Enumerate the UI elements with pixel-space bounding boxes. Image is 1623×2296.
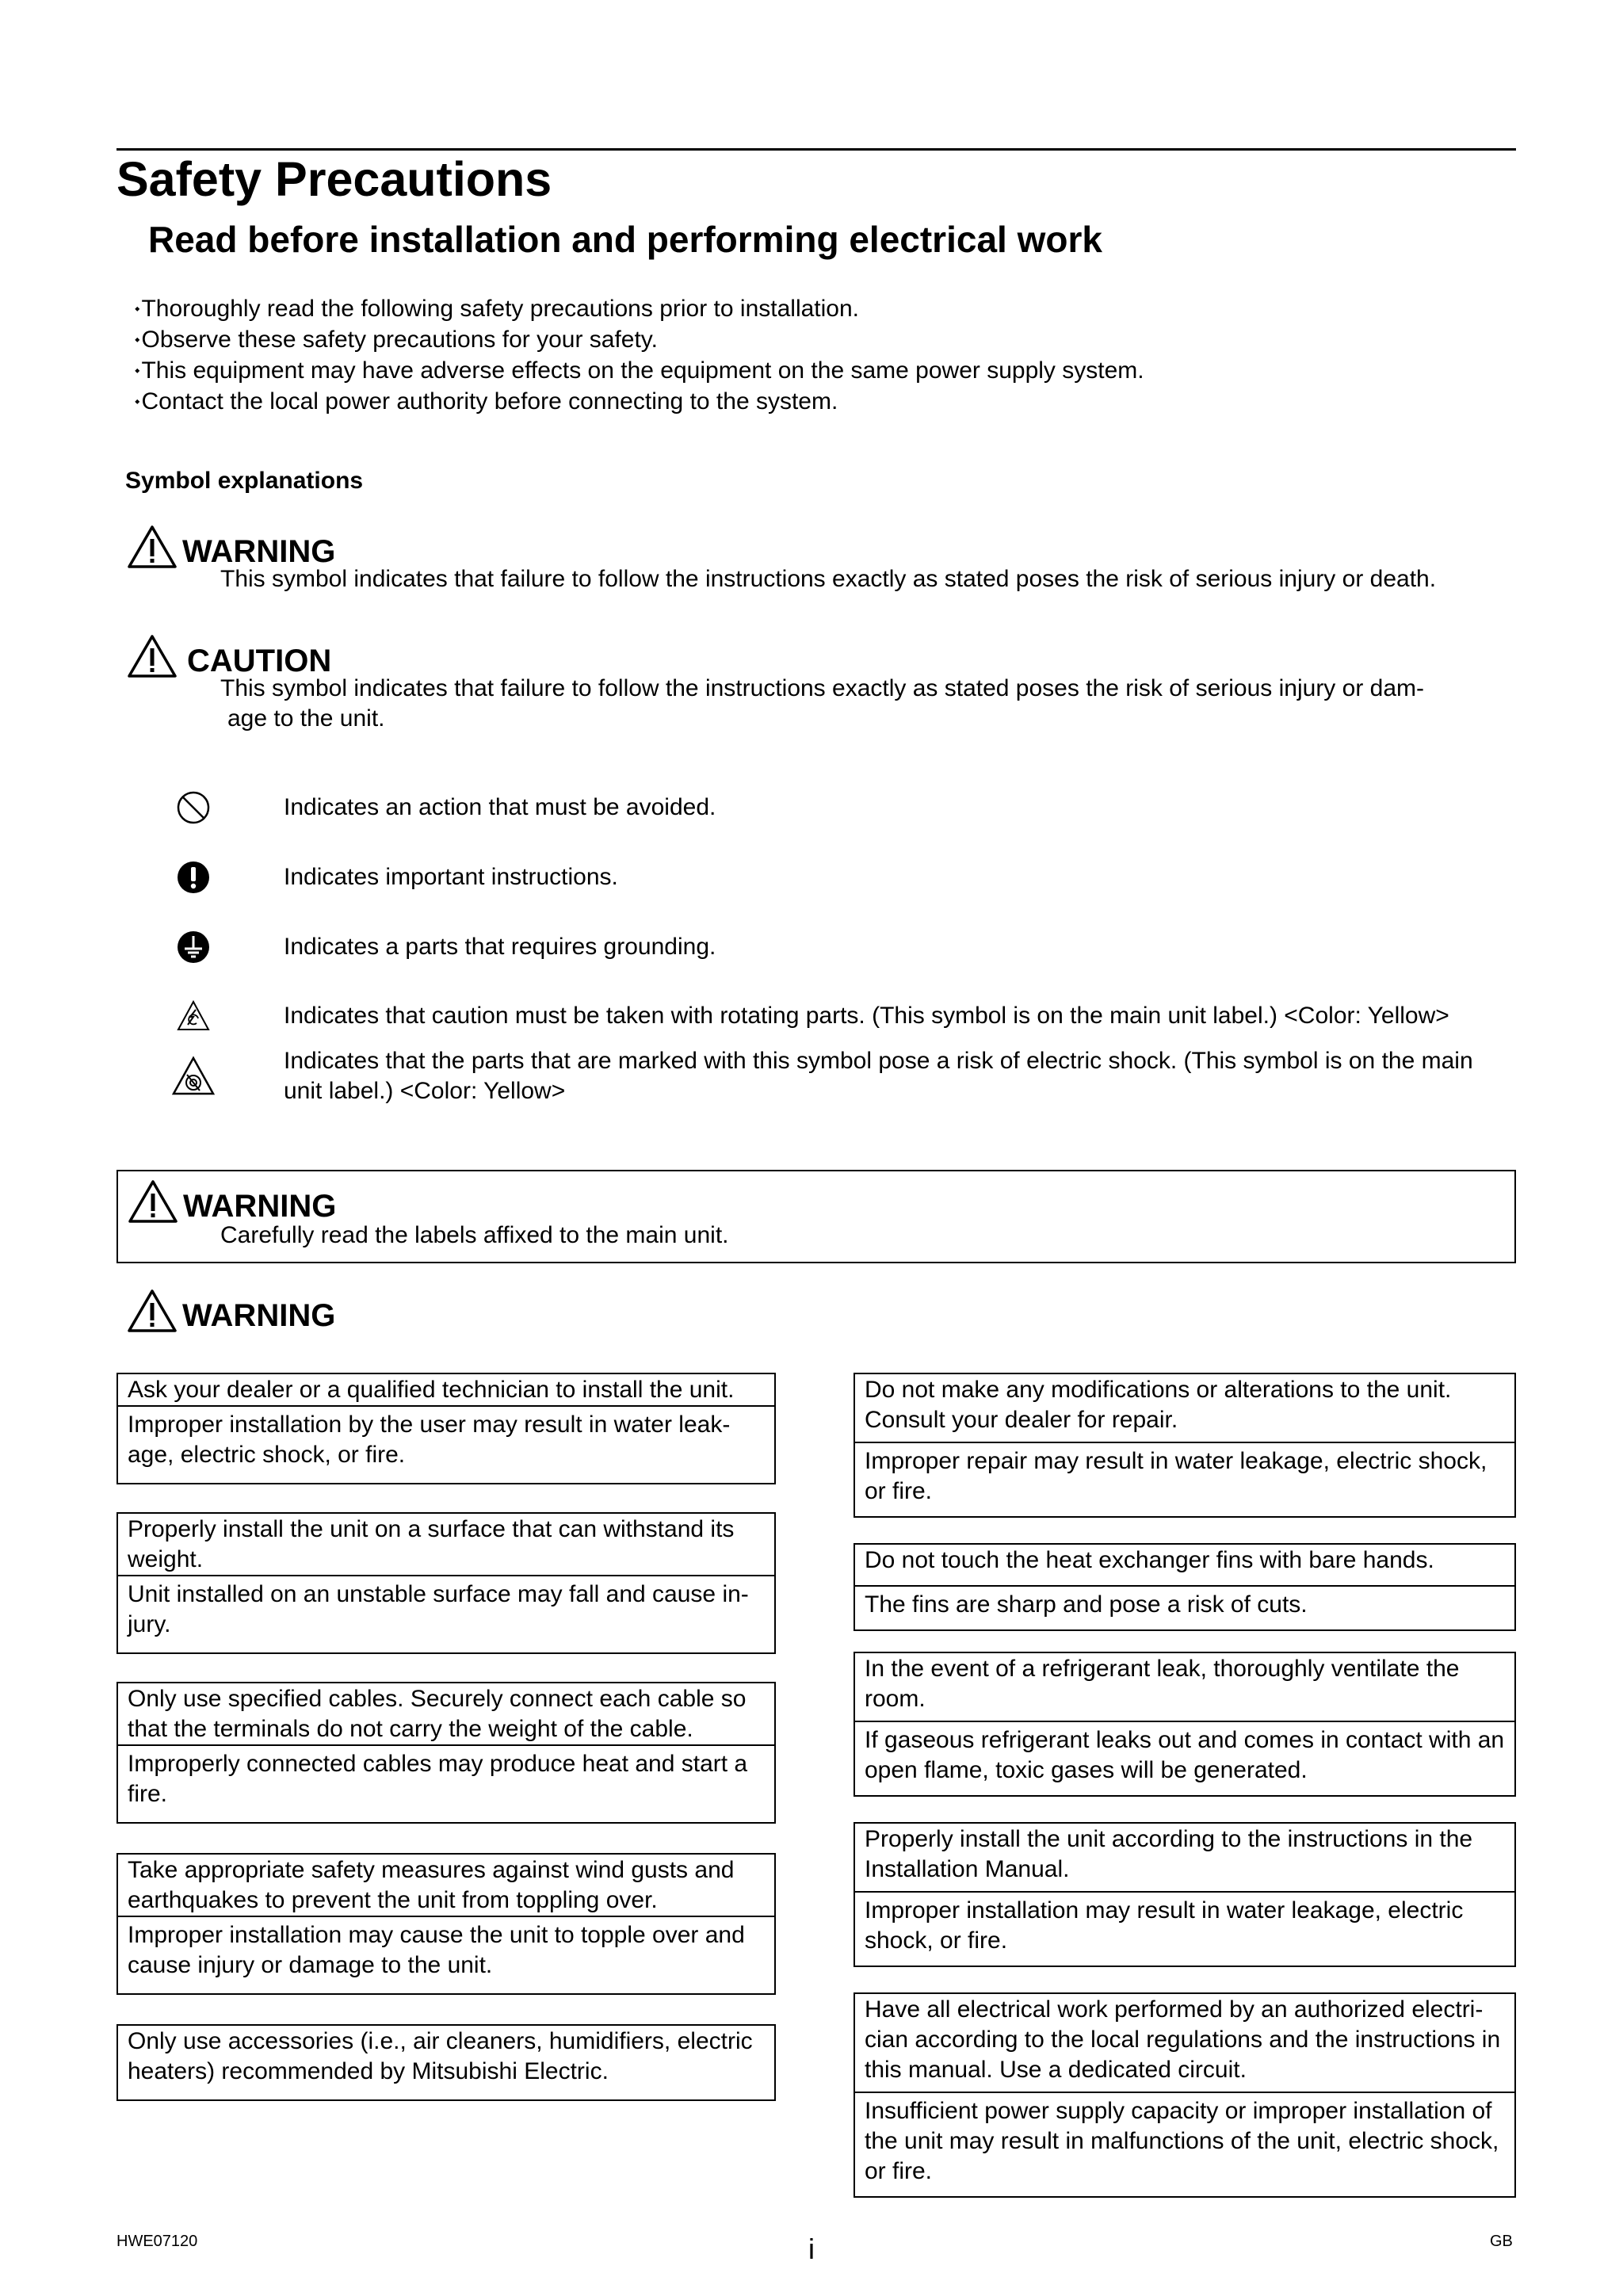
warning-card [854,1822,1516,1967]
bullet-glyph: ⬩ [135,331,140,347]
card-instruction: Properly install the unit according to the instructions in the Installation Manual. [865,1826,1473,1882]
warning-card [116,1512,776,1654]
card-instruction: Only use specified cables. Securely connect each cable so that the terminals do not carry the weight of the cable. [128,1686,747,1742]
list-item: ⬩Thoroughly read the following safety precautions prior to installation. [135,296,859,322]
card-instruction: Only use accessories (i.e., air cleaners, humidifiers, electric heaters) recommended by Mitsubishi Electric. [128,2028,753,2084]
symbol-row-prohibition [170,790,1518,825]
card-instruction: Properly install the unit on a surface that can withstand its weight. [128,1516,735,1572]
card-consequence: Insufficient power supply capacity or improper installation of the unit may result in malfunctions of the unit, electric shock, or fire. [855,2092,1514,2196]
symbol-row-important [170,860,1518,895]
symbol-row-rotating [170,999,1518,1033]
warning-triangle-icon [127,1289,178,1333]
footer-doc-code: HWE07120 [116,2233,198,2250]
warning-card [116,1682,776,1824]
card-instruction: Ask your dealer or a qualified technician to install the unit. [128,1377,735,1403]
card-instruction: Have all electrical work performed by an authorized electri-cian according to the local regulations and the instructions in this manual. Use a dedicated circuit. [865,1996,1501,2083]
card-instruction: Take appropriate safety measures against wind gusts and earthquakes to prevent the unit from toppling over. [128,1857,735,1913]
caution-triangle-icon [127,634,178,678]
card-instruction: Do not touch the heat exchanger fins with bare hands. [865,1547,1434,1573]
caution-signal [127,634,331,678]
caution-description-line2: age to the unit. [227,705,385,732]
bullet-glyph: ⬩ [135,362,140,378]
warning-card [854,1992,1516,2198]
symbol-description: Indicates a parts that requires grounding. [284,934,716,960]
symbol-description: Indicates that caution must be taken with rotating parts. (This symbol is on the main unit label.) <Color: Yellow> [284,1003,1449,1029]
exclamation-icon [176,860,211,895]
list-item: ⬩This equipment may have adverse effects on the equipment on the same power supply system. [135,357,1144,384]
warning-card [116,2024,776,2101]
rotating-parts-icon [176,999,211,1033]
warning-triangle-icon [128,1179,178,1224]
warning-word: WARNING [182,534,336,569]
card-instruction: In the event of a refrigerant leak, thoroughly ventilate the room. [865,1656,1460,1712]
symbol-row-electric-shock [170,1046,1518,1106]
card-consequence: The fins are sharp and pose a risk of cuts. [855,1585,1514,1629]
symbol-description: Indicates that the parts that are marked with this symbol pose a risk of electric shock. (This symbol is on the main unit label.) <Color: Yellow> [284,1048,1473,1104]
symbol-description: Indicates important instructions. [284,864,618,890]
card-consequence: If gaseous refrigerant leaks out and comes in contact with an open flame, toxic gases will be generated. [855,1721,1514,1795]
warning-triangle-icon [127,525,178,569]
card-instruction: Do not make any modifications or alterations to the unit. Consult your dealer for repair. [865,1377,1452,1433]
intro-bullet-list [135,293,1482,417]
label-warning-signal [128,1179,336,1224]
warning-section-heading [127,1289,335,1333]
ground-icon [176,930,211,965]
caution-word: CAUTION [187,644,332,678]
warning-section-word: WARNING [182,1298,336,1333]
warning-card [854,1373,1516,1518]
bullet-glyph: ⬩ [135,393,140,409]
warning-card [854,1652,1516,1797]
card-consequence: Unit installed on an unstable surface may fall and cause in-jury. [118,1575,774,1652]
page-title: Safety Precautions [116,152,552,206]
card-consequence: Improper installation may result in water leakage, electric shock, or fire. [855,1891,1514,1966]
caution-description-line1: This symbol indicates that failure to follow the instructions exactly as stated poses the risk of serious injury or dam- [220,675,1424,701]
label-warning-text: Carefully read the labels affixed to the main unit. [220,1222,729,1248]
card-consequence: Improper installation may cause the unit to topple over and cause injury or damage to the unit. [118,1916,774,1993]
label-warning-word: WARNING [183,1189,337,1224]
footer-page-number: i [808,2233,815,2265]
symbol-explanations-heading: Symbol explanations [125,468,364,494]
warning-description: This symbol indicates that failure to follow the instructions exactly as stated poses the risk of serious injury or death. [220,566,1437,592]
symbol-row-ground [170,930,1518,965]
warning-card [116,1853,776,1995]
warning-card [116,1373,776,1484]
symbol-description: Indicates an action that must be avoided. [284,794,716,820]
card-consequence: Improper installation by the user may result in water leak-age, electric shock, or fire. [118,1405,774,1483]
electric-shock-icon [171,1056,216,1097]
list-item: ⬩Contact the local power authority before connecting to the system. [135,388,838,415]
footer-region: GB [1490,2233,1513,2250]
bullet-glyph: ⬩ [135,300,140,316]
prohibition-icon [176,790,211,825]
warning-signal [127,525,335,569]
warning-card [854,1543,1516,1631]
label-warning-box [116,1170,1516,1263]
card-consequence: Improperly connected cables may produce heat and start a fire. [118,1744,774,1822]
list-item: ⬩Observe these safety precautions for your safety. [135,327,658,353]
page-subtitle: Read before installation and performing electrical work [148,219,1102,260]
card-consequence: Improper repair may result in water leakage, electric shock, or fire. [855,1442,1514,1516]
